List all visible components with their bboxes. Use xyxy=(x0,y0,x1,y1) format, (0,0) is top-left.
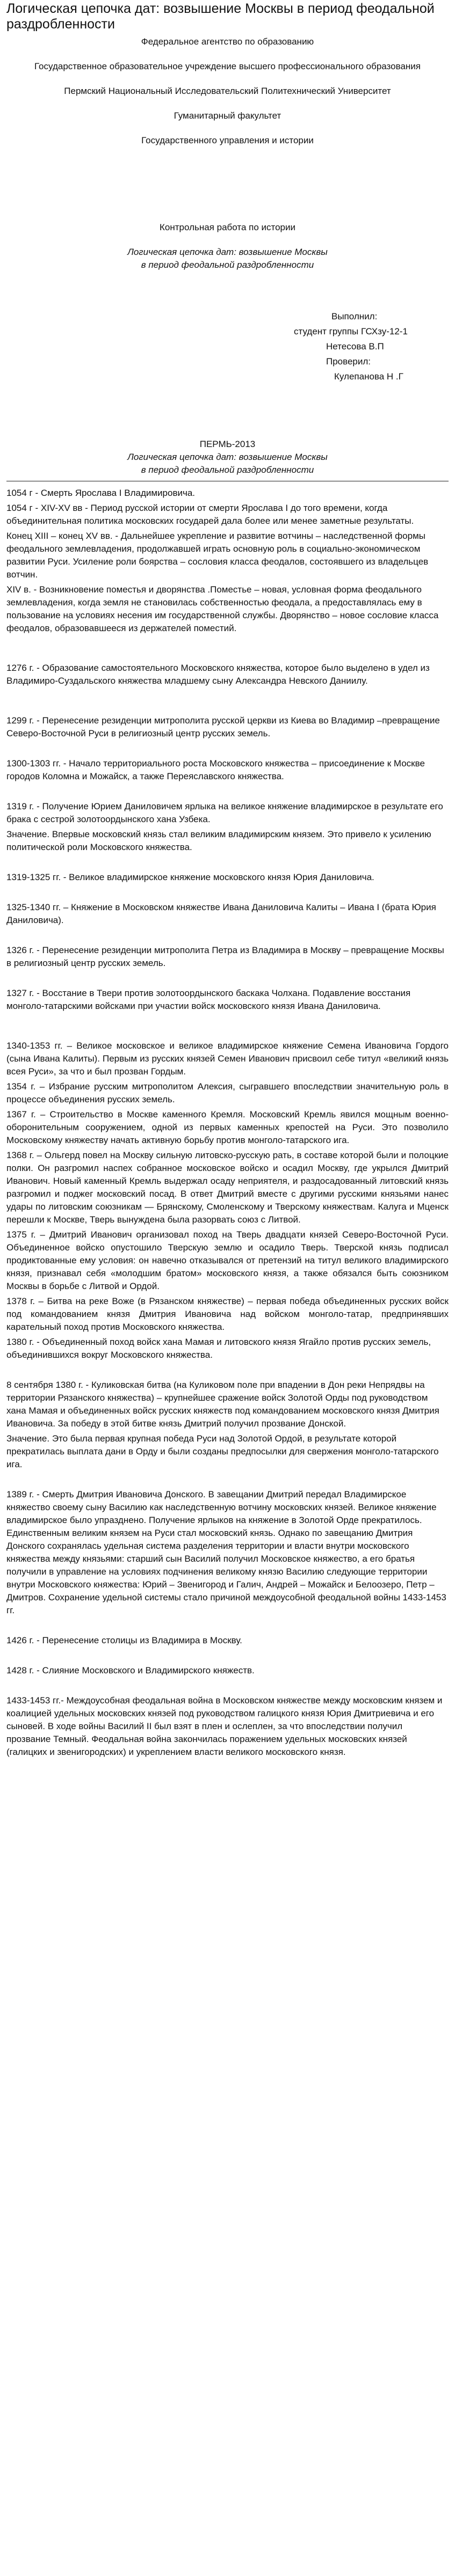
date-chain xyxy=(6,487,449,1759)
date-entry: 1319 г. - Получение Юрием Даниловичем ярлыка на великое княжение владимирское в результате его брака с сестрой золотоордынского хана Узбека. xyxy=(6,801,443,824)
repeat-title-line-2: в период феодальной раздробленности xyxy=(141,465,314,475)
done-label: Выполнил: xyxy=(331,311,378,321)
city-year-block xyxy=(6,438,449,477)
student-name: Нетесова В.П xyxy=(326,341,384,352)
date-entry: 1368 г. – Ольгерд повел на Москву сильную литовско-русскую рать, в составе которой были и полоцкие полки. Он разгромил наспех собранное московское войско и осадил Москву, где укрылся Дмитрий Иванович. Новый каменный Кремль выдержал осаду неприятеля, и раздосадованный литовский князь разгромил и поджег московский посад. В ответ Дмитрий вместе с другими русскими князьями нанес удары по литовским союзникам — Брянскому, Смоленскому и Тверскому княжествам. Калуга и Мценск перешли к Москве, Тверь вынуждена была разорвать союз с Литвой. xyxy=(6,1150,449,1225)
document-page xyxy=(0,1,455,1759)
work-title-block xyxy=(6,221,449,272)
repeat-title-line-1: Логическая цепочка дат: возвышение Москвы xyxy=(127,452,328,462)
institution-name: Государственное образовательное учреждение высшего профессионального образования xyxy=(34,61,421,71)
date-entry: Значение. Впервые московский князь стал великим владимирским князем. Это привело к усилению политической роли Московского княжества. xyxy=(6,829,431,852)
date-entry: 1054 г - Смерть Ярослава I Владимировича. xyxy=(6,488,196,498)
date-entry: 1276 г. - Образование самостоятельного Московского княжества, которое было выделено в удел из Владимиро-Суздальского княжества младшему сыну Александра Невского Даниилу. xyxy=(6,663,430,686)
date-entry: 1354 г. – Избрание русским митрополитом Алексия, сыгравшего впоследствии значительную роль в процессе объединения русских земель. xyxy=(6,1081,449,1104)
date-entry: 1375 г. – Дмитрий Иванович организовал поход на Тверь двадцати князей Северо-Восточной Руси. Объединенное войско опустошило Тверскую землю и осадило Тверь. Тверской князь подписал продиктованные ему условия: он навечно отказывался от претензий на титул великого владимирского князя, признавал себя «молодшим братом» московского князя, а также обязался быть союзником Москвы в борьбе с Литвой и Ордой. xyxy=(6,1230,449,1291)
title-page xyxy=(6,35,449,272)
date-entry: 1299 г. - Перенесение резиденции митрополита русской церкви из Киева во Владимир –превращение Северо-Восточной Руси в религиозный центр русских земель. xyxy=(6,715,440,738)
university-name: Пермский Национальный Исследовательский Политехнический Университет xyxy=(64,86,391,96)
date-entry: 1327 г. - Восстание в Твери против золотоордынского баскака Чолхана. Подавление восстания монголо-татарскими войсками при участии войск московского князя Ивана Даниловича. xyxy=(6,988,411,1011)
work-title-line-2: в период феодальной раздробленности xyxy=(141,260,314,270)
date-entry: 1380 г. - Объединенный поход войск хана Мамая и литовского князя Ягайло против русских земель, объединившихся вокруг Московского княжества. xyxy=(6,1337,431,1360)
date-entry: 1428 г. - Слияние Московского и Владимирского княжеств. xyxy=(6,1665,255,1675)
date-entry: 1389 г. - Смерть Дмитрия Ивановича Донского. В завещании Дмитрий передал Владимирское княжество своему сыну Василию как наследственную вотчину московских князей. Великое княжение владимирское было упразднено. Получение ярлыков на княжение в Золотой Орде прекратилось. Единственным великим князем на Руси стал московский князь. Однако по завещанию Дмитрия Донского сохранялась удельная система разделения территории и власти внутри московского княжества между князьями: старший сын Василий получил Московское княжество, а его братья получили в управление на условиях подчинения великому князю Василию следующие территории внутри Московского княжества: Юрий – Звенигород и Галич, Андрей – Можайск и Белоозеро, Петр – Дмитров. Сохранение удельной системы стало причиной междоусобной феодальной войны 1433-1453 гг. xyxy=(6,1489,446,1615)
date-entry: 1300-1303 гг. - Начало территориального роста Московского княжества – присоединение к Москве городов Коломна и Можайск, а также Переяславского княжества. xyxy=(6,758,425,781)
student-group: студент группы ГСХзу-12-1 xyxy=(294,326,408,336)
signers-block xyxy=(294,309,449,384)
date-entry: 8 сентября 1380 г. - Куликовская битва (на Куликовом поле при впадении в Дон реки Непрядвы на территории Рязанского княжества) – крупнейшее сражение войск Золотой Орды под руководством хана Мамая и объединенных войск русских княжеств под командованием московского князя Дмитрия Ивановича. За победу в этой битве князь Дмитрий получил прозвание Донской. xyxy=(6,1380,439,1429)
work-title-line-1: Логическая цепочка дат: возвышение Москвы xyxy=(127,247,328,257)
department-name: Государственного управления и истории xyxy=(141,135,314,145)
date-entry: 1325-1340 гг. – Княжение в Московском княжестве Ивана Даниловича Калиты – Ивана I (брата Юрия Даниловича). xyxy=(6,902,436,925)
date-entry: XIV в. - Возникновение поместья и дворянства .Поместье – новая, условная форма феодального землевладения, когда земля не становилась собственностью феодала, а предоставлялась ему в пользование на условиях несения им государственной службы. Дворянство – новое сословие класса феодалов, образовавшееся из держателей поместий. xyxy=(6,584,439,633)
date-entry: Значение. Это была первая крупная победа Руси над Золотой Ордой, в результате которой прекратилась выплата дани в Орду и были созданы предпосылки для свержения монголо-татарского ига. xyxy=(6,1433,439,1469)
city-year: ПЕРМЬ-2013 xyxy=(199,439,256,449)
date-entry: 1319-1325 гг. - Великое владимирское княжение московского князя Юрия Даниловича. xyxy=(6,872,374,882)
date-entry: 1433-1453 гг.- Междоусобная феодальная война в Московском княжестве между московским князем и коалицией удельных московских князей под руководством галицкого князя Юрия Дмитриевича и его сыновей. В ходе войны Василий II был взят в плен и ослеплен, за что впоследствии получил прозвание Темный. Феодальная война закончилась поражением удельных московских князей (галицких и звенигородских) и укреплением власти великого московского князя. xyxy=(6,1695,443,1757)
agency-name: Федеральное агентство по образованию xyxy=(141,36,314,47)
date-entry: Конец XIII – конец XV вв. - Дальнейшее укрепление и развитие вотчины – наследственной формы феодального землевладения, продолжавшей играть основную роль в социально-экономическом развитии Руси. Усиление роли боярства – сословия класса феодалов, состоявшего из владельцев вотчин. xyxy=(6,531,429,580)
work-type: Контрольная работа по истории xyxy=(160,222,295,232)
date-entry: 1426 г. - Перенесение столицы из Владимира в Москву. xyxy=(6,1635,242,1645)
date-entry: 1367 г. – Строительство в Москве каменного Кремля. Московский Кремль явился мощным военно-оборонительным сооружением, одной из первых каменных крепостей на Руси. Это позволило Московскому княжеству начать активную борьбу против монголо-татарского ига. xyxy=(6,1109,449,1145)
date-entry: 1054 г - XIV-XV вв - Период русской истории от смерти Ярослава I до того времени, когда объединительная политика московских государей дала более или менее заметные результаты. xyxy=(6,503,414,526)
teacher-name: Кулепанова Н .Г xyxy=(334,371,403,382)
page-title: Логическая цепочка дат: возвышение Москвы в период феодальной раздробленности xyxy=(6,1,435,32)
checked-label: Проверил: xyxy=(326,356,371,367)
faculty-name: Гуманитарный факультет xyxy=(174,111,281,121)
date-entry: 1340-1353 гг. – Великое московское и великое владимирское княжение Семена Ивановича Гордого (сына Ивана Калиты). Первым из русских князей Семен Иванович присвоил себе титул «великий князь всея Руси», за что и был прозван Гордым. xyxy=(6,1041,449,1077)
date-entry: 1378 г. – Битва на реке Воже (в Рязанском княжестве) – первая победа объединенных русских войск под командованием князя Дмитрия Ивановича над войском монголо-татар, предпринявших карательный поход против Московского княжества. xyxy=(6,1296,449,1332)
date-entry: 1326 г. - Перенесение резиденции митрополита Петра из Владимира в Москву – превращение Москвы в религиозный центр русских земель. xyxy=(6,945,444,968)
